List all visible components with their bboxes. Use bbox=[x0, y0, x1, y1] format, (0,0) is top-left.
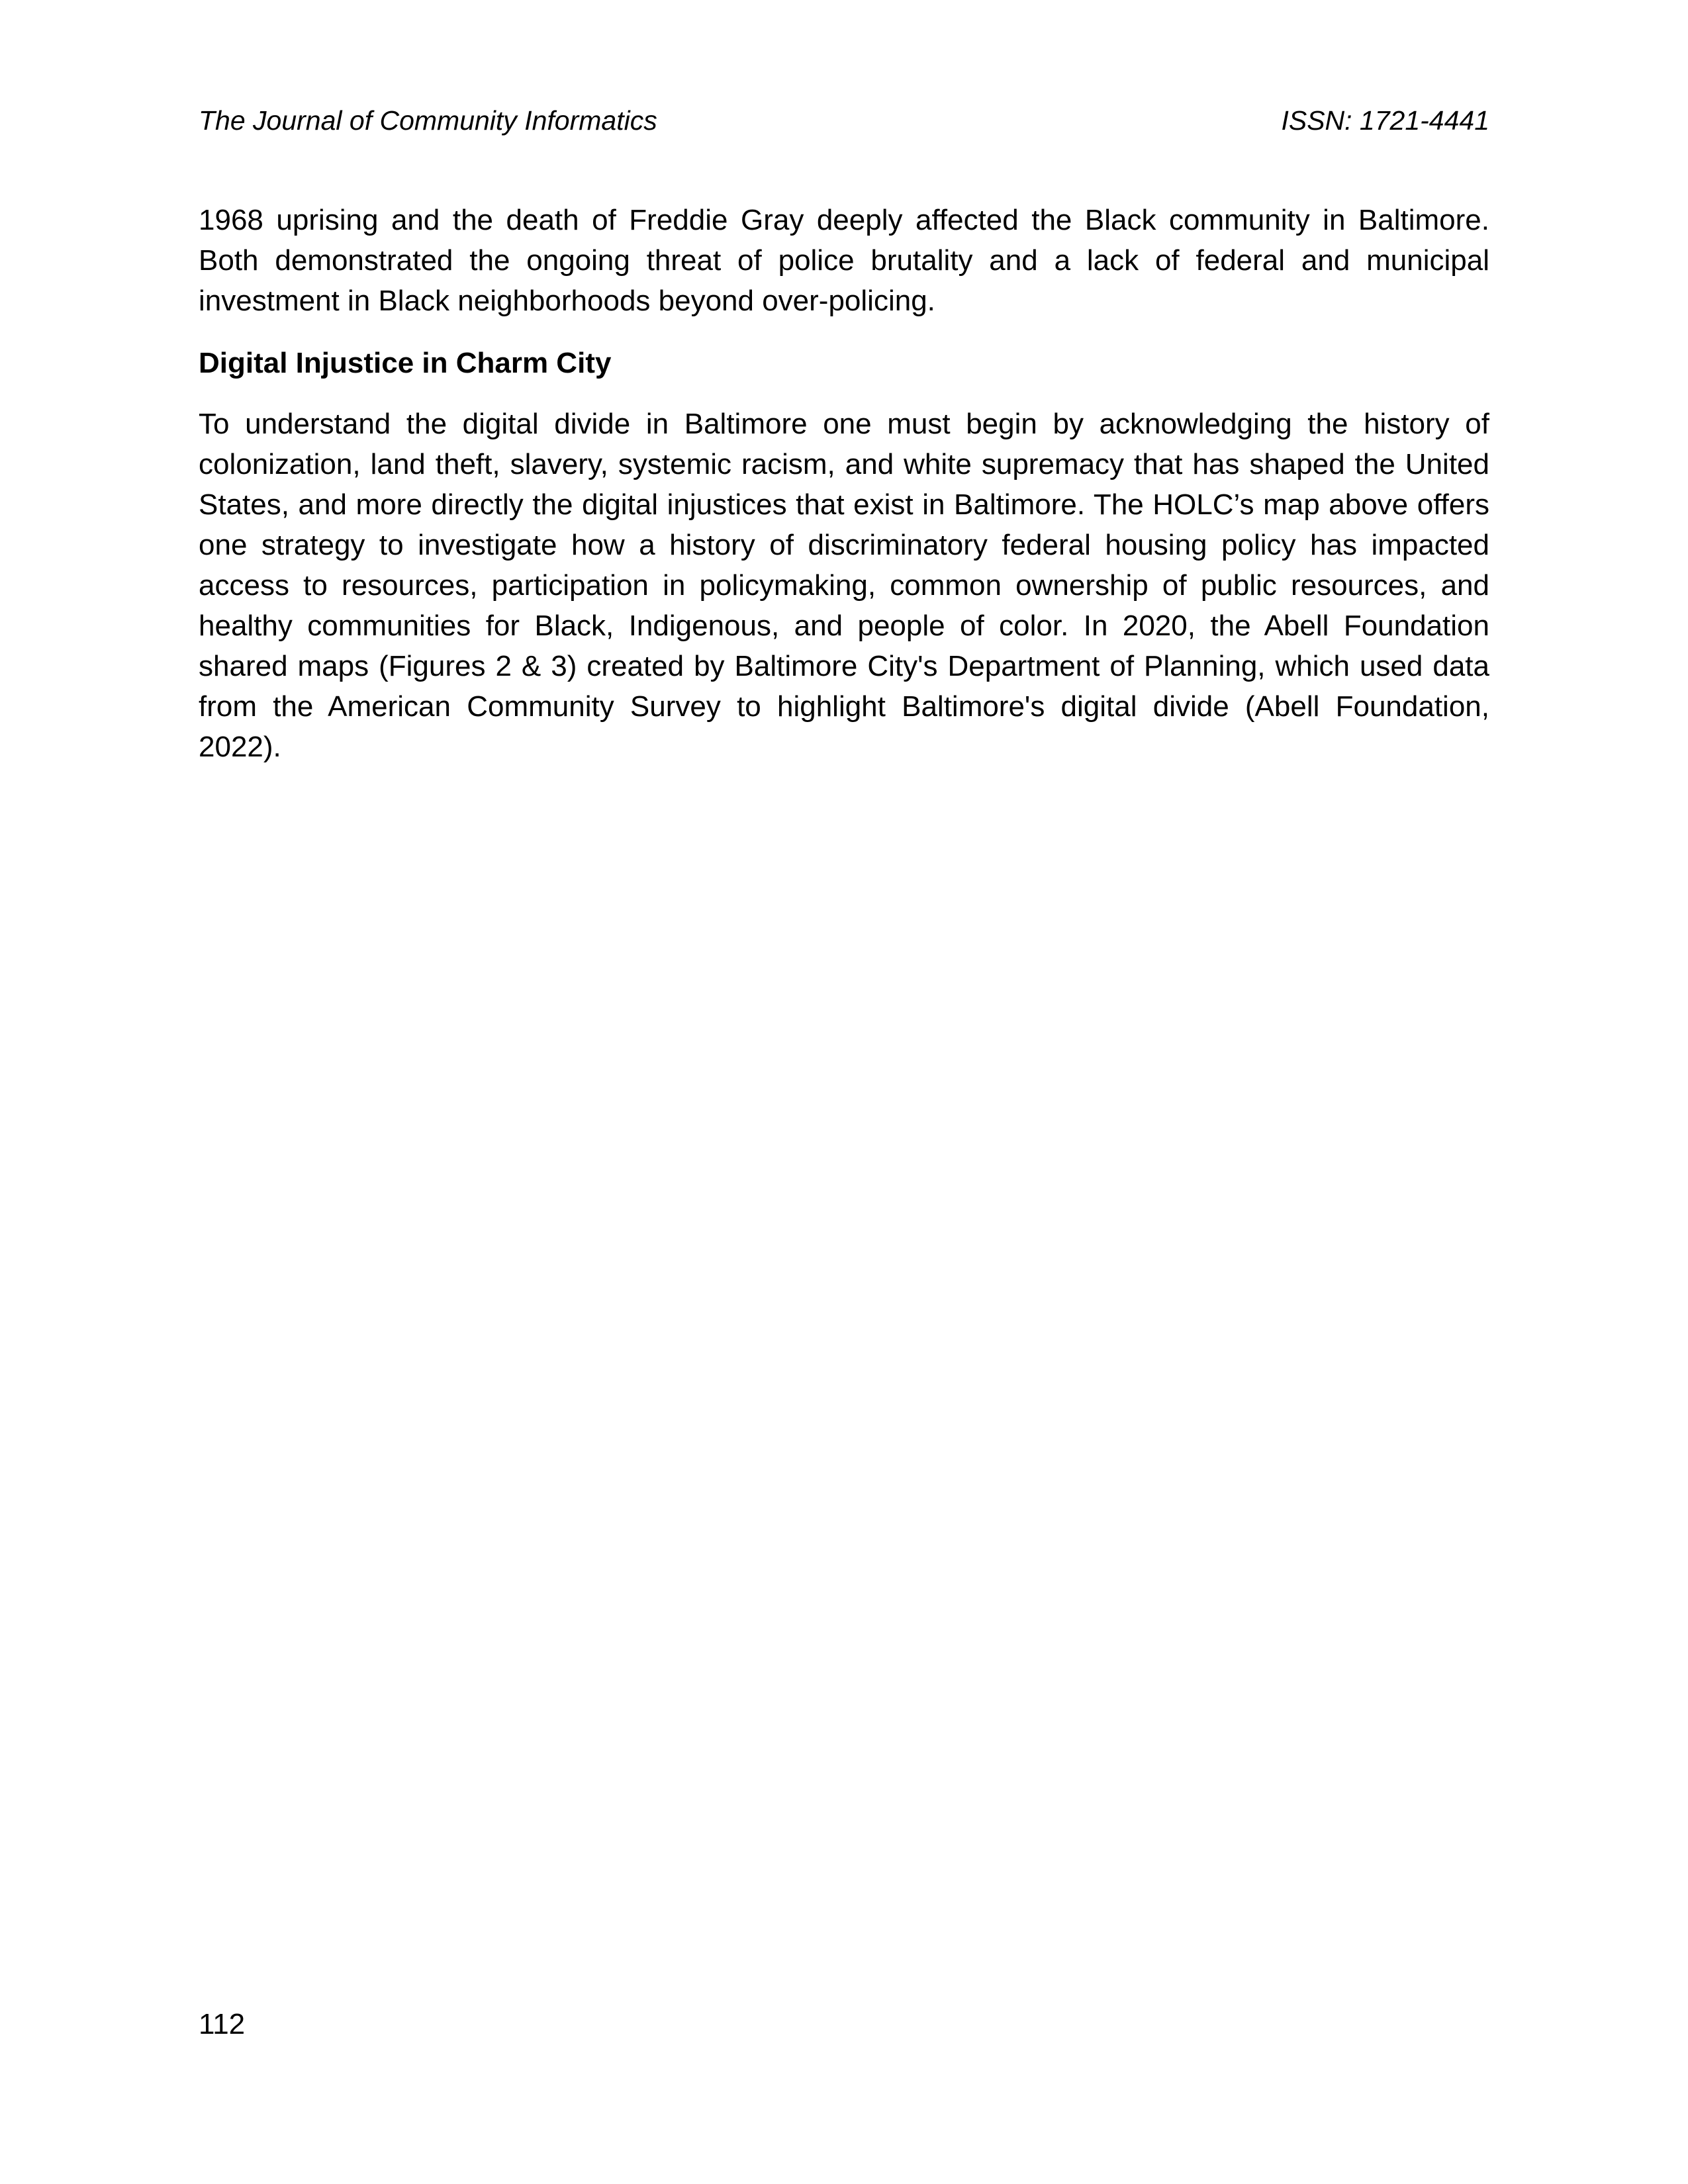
journal-title: The Journal of Community Informatics bbox=[199, 105, 657, 136]
issn-label: ISSN: 1721-4441 bbox=[1281, 105, 1489, 136]
body-paragraph-1: 1968 uprising and the death of Freddie Gray deeply affected the Black community in Baltimore. Both demonstrated the ongoing threat of police brutality and a lack of federal and municipal investment in Black neighborhoods beyond over-policing. bbox=[199, 204, 1489, 317]
page-number: 112 bbox=[199, 2008, 246, 2040]
body-paragraph-2: To understand the digital divide in Baltimore one must begin by acknowledging the history of colonization, land theft, slavery, systemic racism, and white supremacy that has shaped the United States, and more directly the digital injustices that exist in Baltimore. The HOLC’s map above offers one strategy to investigate how a history of discriminatory federal housing policy has impacted access to resources, participation in policymaking, common ownership of public resources, and healthy communities for Black, Indigenous, and people of color. In 2020, the Abell Foundation shared maps (Figures 2 & 3) created by Baltimore City's Department of Planning, which used data from the American Community Survey to highlight Baltimore's digital divide (Abell Foundation, 2022). bbox=[199, 408, 1489, 763]
section-heading: Digital Injustice in Charm City bbox=[199, 347, 612, 379]
running-header bbox=[199, 101, 1489, 140]
